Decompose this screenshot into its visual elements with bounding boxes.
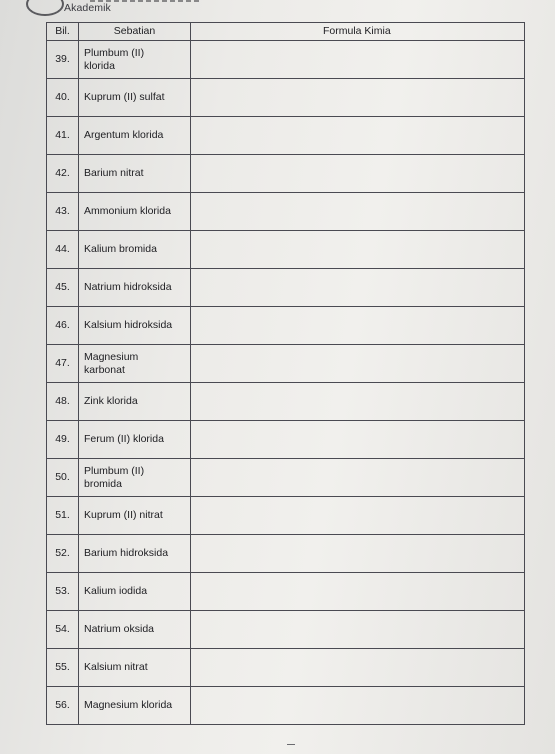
formula-answer-cell[interactable] <box>191 383 525 421</box>
row-number: 50. <box>47 459 79 497</box>
table-row <box>47 535 525 573</box>
formula-answer-cell[interactable] <box>191 155 525 193</box>
compound-name: Zink klorida <box>79 383 191 421</box>
formula-answer-cell[interactable] <box>191 193 525 231</box>
table-row <box>47 497 525 535</box>
compound-name: Kalium iodida <box>79 573 191 611</box>
row-number: 44. <box>47 231 79 269</box>
table-row <box>47 193 525 231</box>
formula-answer-cell[interactable] <box>191 573 525 611</box>
row-number: 43. <box>47 193 79 231</box>
row-number: 47. <box>47 345 79 383</box>
row-number: 48. <box>47 383 79 421</box>
row-number: 56. <box>47 687 79 725</box>
page-mark <box>287 744 295 745</box>
table-header-row <box>47 23 525 41</box>
header-title: Akademik <box>64 2 111 14</box>
compound-name: Plumbum (II) klorida <box>79 41 191 79</box>
table-row <box>47 307 525 345</box>
formula-answer-cell[interactable] <box>191 345 525 383</box>
table-row <box>47 79 525 117</box>
table-row <box>47 649 525 687</box>
formula-answer-cell[interactable] <box>191 535 525 573</box>
table-row <box>47 573 525 611</box>
formula-answer-cell[interactable] <box>191 79 525 117</box>
table-row <box>47 155 525 193</box>
formula-answer-cell[interactable] <box>191 649 525 687</box>
compound-name: Kuprum (II) sulfat <box>79 79 191 117</box>
compound-name: Kalsium nitrat <box>79 649 191 687</box>
compound-name: Magnesium klorida <box>79 687 191 725</box>
formula-answer-cell[interactable] <box>191 269 525 307</box>
row-number: 51. <box>47 497 79 535</box>
table-row <box>47 269 525 307</box>
table-body <box>47 41 525 725</box>
compound-name: Ammonium klorida <box>79 193 191 231</box>
publisher-logo-icon <box>26 0 64 16</box>
row-number: 41. <box>47 117 79 155</box>
compound-name: Ferum (II) klorida <box>79 421 191 459</box>
row-number: 42. <box>47 155 79 193</box>
compound-name: Barium hidroksida <box>79 535 191 573</box>
formula-answer-cell[interactable] <box>191 117 525 155</box>
table-row <box>47 41 525 79</box>
formula-answer-cell[interactable] <box>191 41 525 79</box>
compound-name: Kalsium hidroksida <box>79 307 191 345</box>
table-row <box>47 345 525 383</box>
compound-name: Kalium bromida <box>79 231 191 269</box>
formula-answer-cell[interactable] <box>191 231 525 269</box>
formula-answer-cell[interactable] <box>191 611 525 649</box>
row-number: 55. <box>47 649 79 687</box>
header-sebatian: Sebatian <box>79 23 191 41</box>
formula-answer-cell[interactable] <box>191 497 525 535</box>
compound-name: Plumbum (II) bromida <box>79 459 191 497</box>
header-formula: Formula Kimia <box>191 23 525 41</box>
row-number: 49. <box>47 421 79 459</box>
formula-answer-cell[interactable] <box>191 687 525 725</box>
row-number: 40. <box>47 79 79 117</box>
row-number: 46. <box>47 307 79 345</box>
row-number: 52. <box>47 535 79 573</box>
chemical-formula-table <box>46 22 525 725</box>
row-number: 53. <box>47 573 79 611</box>
table-row <box>47 231 525 269</box>
row-number: 39. <box>47 41 79 79</box>
table-row <box>47 421 525 459</box>
row-number: 45. <box>47 269 79 307</box>
row-number: 54. <box>47 611 79 649</box>
formula-answer-cell[interactable] <box>191 421 525 459</box>
formula-answer-cell[interactable] <box>191 307 525 345</box>
table-row <box>47 611 525 649</box>
compound-name: Barium nitrat <box>79 155 191 193</box>
table-row <box>47 117 525 155</box>
table-row <box>47 459 525 497</box>
compound-name: Magnesium karbonat <box>79 345 191 383</box>
compound-name: Kuprum (II) nitrat <box>79 497 191 535</box>
table-row <box>47 383 525 421</box>
compound-name: Natrium oksida <box>79 611 191 649</box>
table-row <box>47 687 525 725</box>
compound-name: Natrium hidroksida <box>79 269 191 307</box>
formula-answer-cell[interactable] <box>191 459 525 497</box>
header-bil: Bil. <box>47 23 79 41</box>
compound-name: Argentum klorida <box>79 117 191 155</box>
